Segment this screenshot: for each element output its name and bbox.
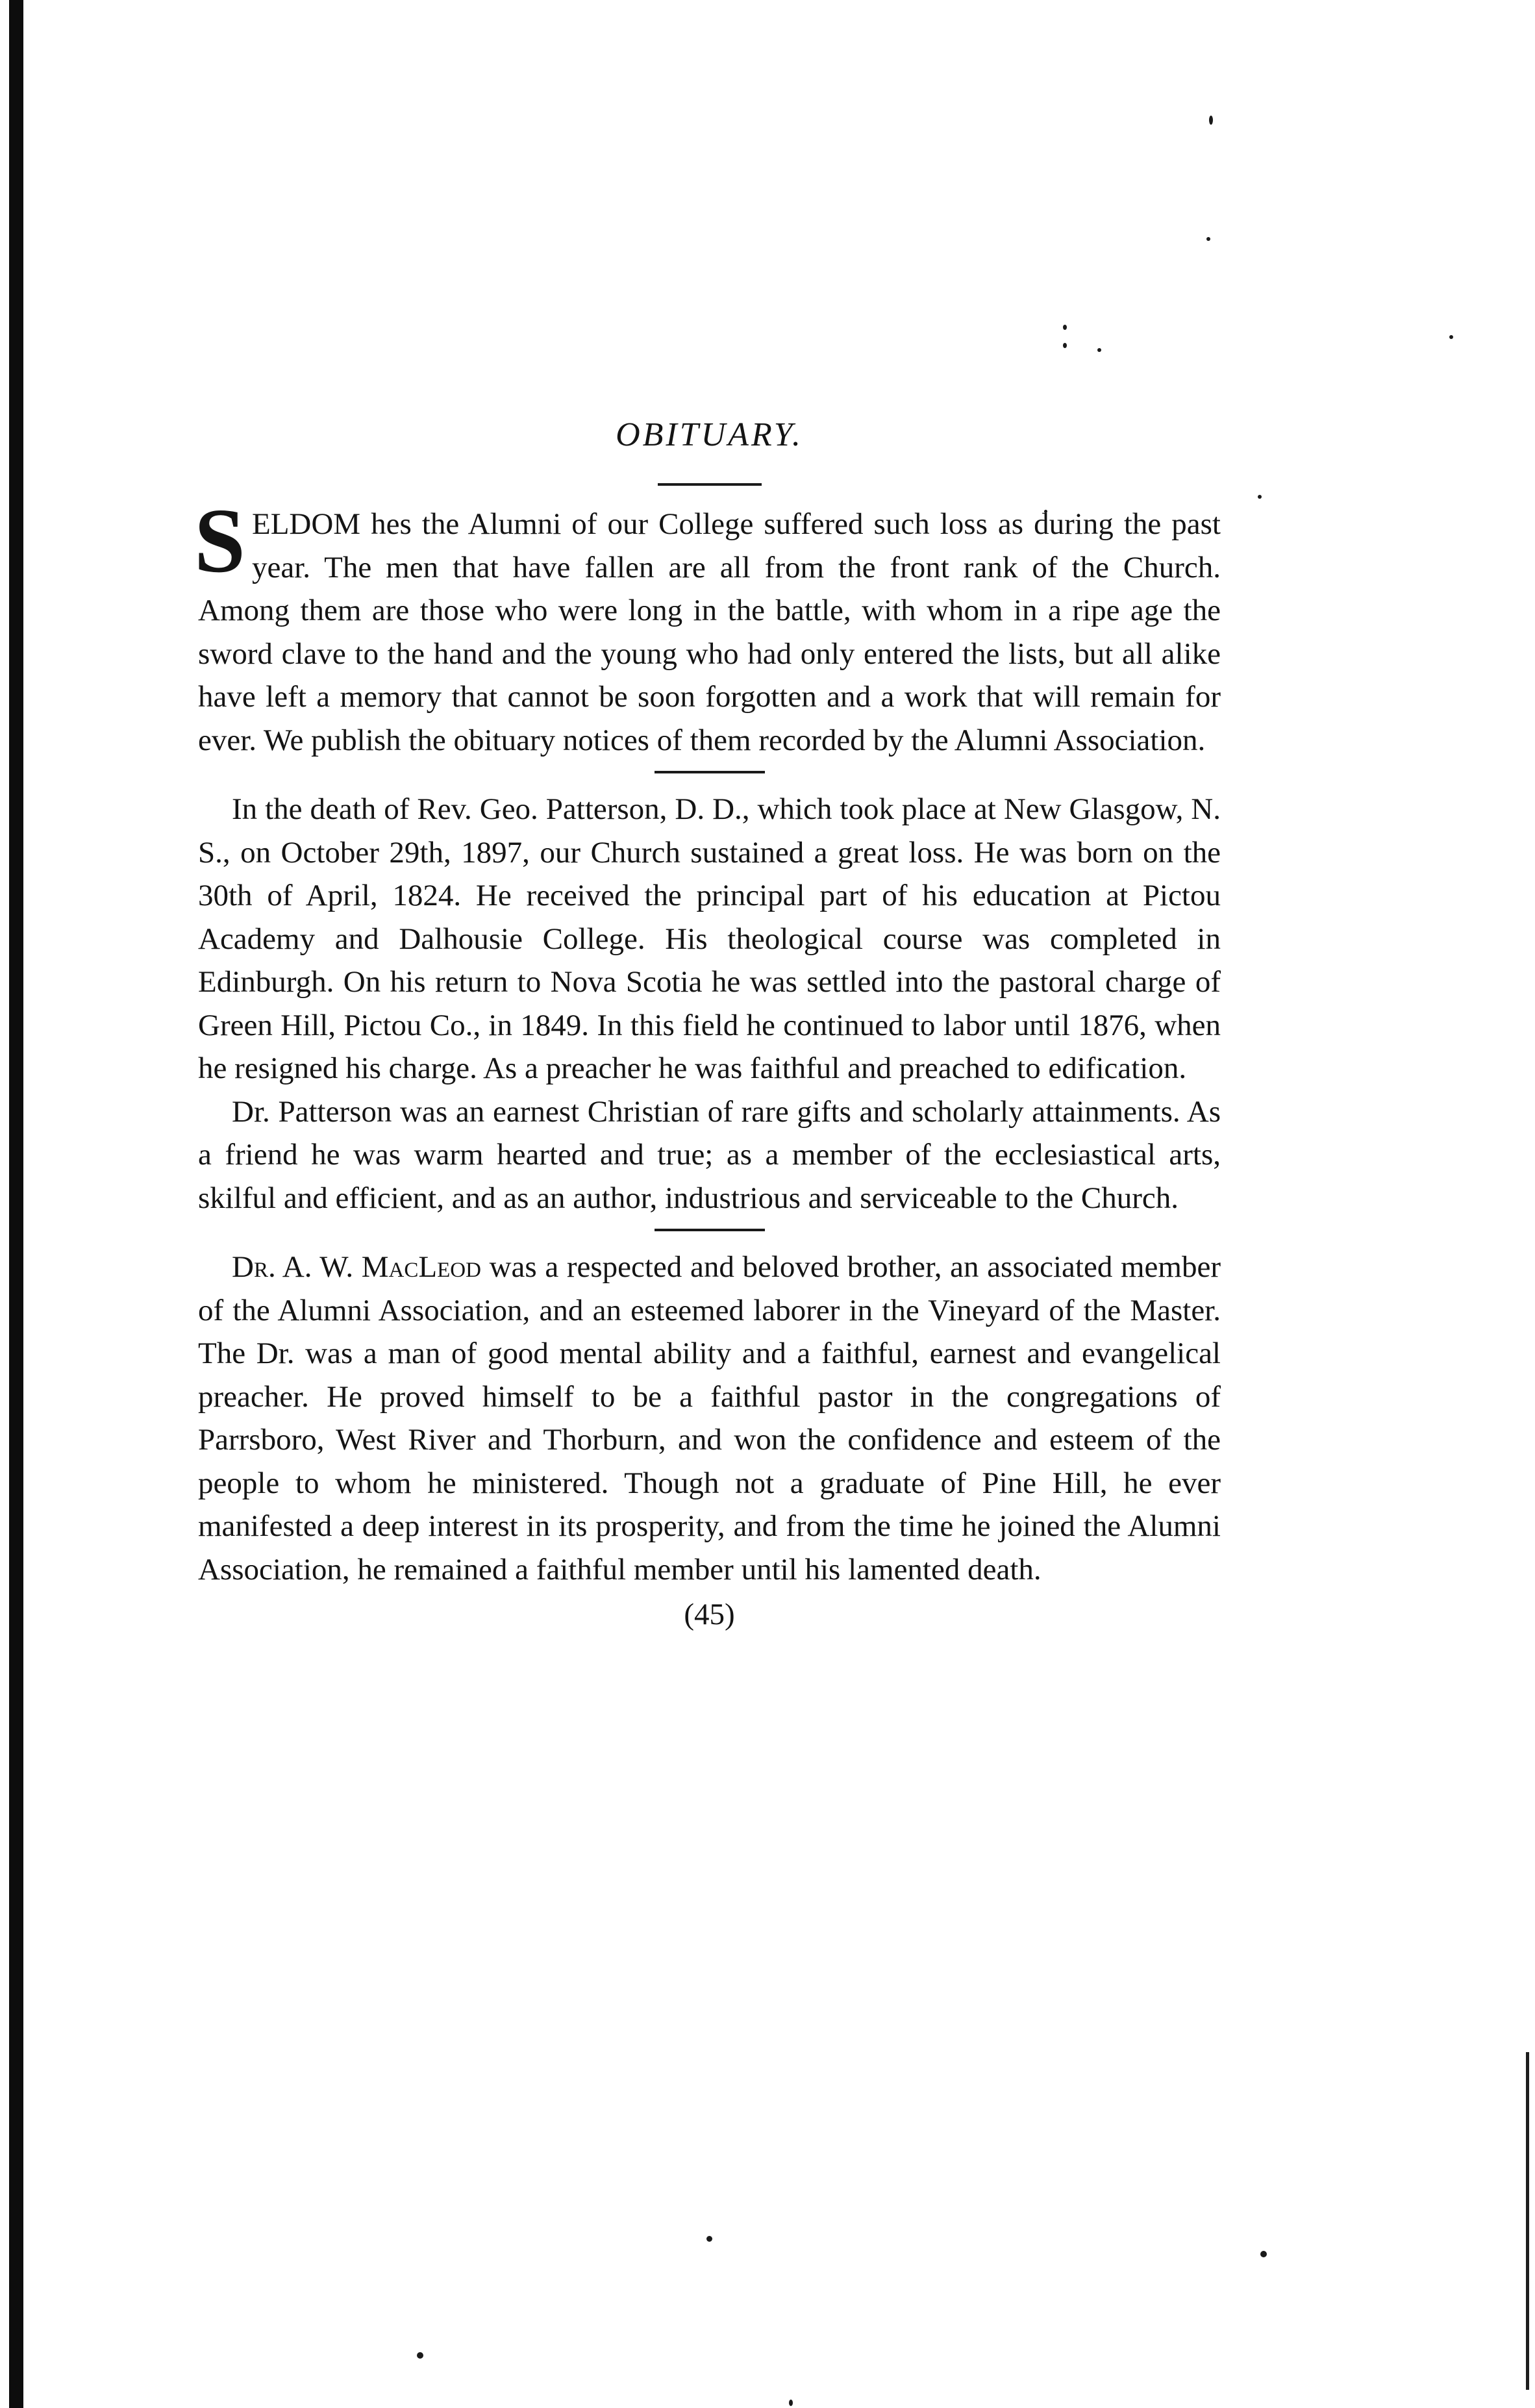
macleod-paragraph bbox=[198, 1246, 1221, 1591]
scan-speck bbox=[1209, 116, 1213, 125]
macleod-name: Dr. A. W. MacLeod bbox=[232, 1250, 481, 1284]
page-text bbox=[194, 416, 1221, 1634]
scan-speck bbox=[1063, 343, 1067, 348]
intro-paragraph bbox=[194, 489, 1221, 762]
scan-speck bbox=[1258, 495, 1262, 499]
scan-margin-rule bbox=[1526, 2052, 1529, 2390]
page-title: OBITUARY. bbox=[616, 416, 803, 453]
patterson-paragraph-2: Dr. Patterson was an earnest Christian of rare gifts and scholarly attainments. As a friend he was warm hearted and true; as a member of the ecclesiastical arts, skilful and efficient, and as an author, industrious and serviceable to the Church. bbox=[198, 1094, 1221, 1215]
scan-speck bbox=[1097, 348, 1101, 352]
binding-edge-rule bbox=[9, 0, 23, 2408]
patterson-paragraph-1: In the death of Rev. Geo. Patterson, D. D., which took place at New Glasgow, N. S., on October 29th, 1897, our Church sustained a great loss. He was born on the 30th of April, 1824. He received the principal part of his education at Pictou Academy and Dalhousie College. His theological course was completed in Edinburgh. On his return to Nova Scotia he was settled into the pastoral charge of Green Hill, Pictou Co., in 1849. In this field he continued to labor until 1876, when he resigned his charge. As a preacher he was faithful and preached to edification. bbox=[198, 792, 1221, 1085]
page-number: (45) bbox=[684, 1598, 735, 1631]
intro-lead-word: ELDOM bbox=[251, 507, 361, 541]
scan-speck bbox=[706, 2236, 712, 2242]
scan-speck bbox=[1206, 237, 1210, 241]
scan-speck bbox=[789, 2400, 793, 2406]
drop-cap: S bbox=[194, 489, 245, 592]
section-separator bbox=[655, 771, 765, 773]
scan-speck bbox=[1449, 335, 1453, 339]
section-separator bbox=[655, 1229, 765, 1231]
scan-speck bbox=[1063, 325, 1067, 330]
scan-speck bbox=[417, 2352, 423, 2359]
intro-text: hes the Alumni of our College suffered such loss as during the past year. The men that have fallen are all from the front rank of the Church. Among them are those who were long in the battle, with whom in a ripe age the sword clave to the hand and the young who had only entered the lists, but all alike have left a memory that cannot be soon forgotten and a work that will remain for ever. We publish the obituary notices of them recorded by the Alumni Association. bbox=[198, 507, 1221, 757]
macleod-text: was a respected and beloved brother, an associated member of the Alumni Association, and an esteemed laborer in the Vineyard of the Master. The Dr. was a man of good mental ability and a faithful, earnest and evangelical preacher. He proved himself to be a faithful pastor in the congregations of Parrsboro, West River and Thorburn, and won the confidence and esteem of the people to whom he ministered. Though not a graduate of Pine Hill, he ever manifested a deep interest in its prosperity, and from the time he joined the Alumni Association, he remained a faithful member until his lamented death. bbox=[198, 1250, 1221, 1587]
scan-speck bbox=[1260, 2251, 1267, 2257]
title-rule bbox=[658, 483, 762, 486]
